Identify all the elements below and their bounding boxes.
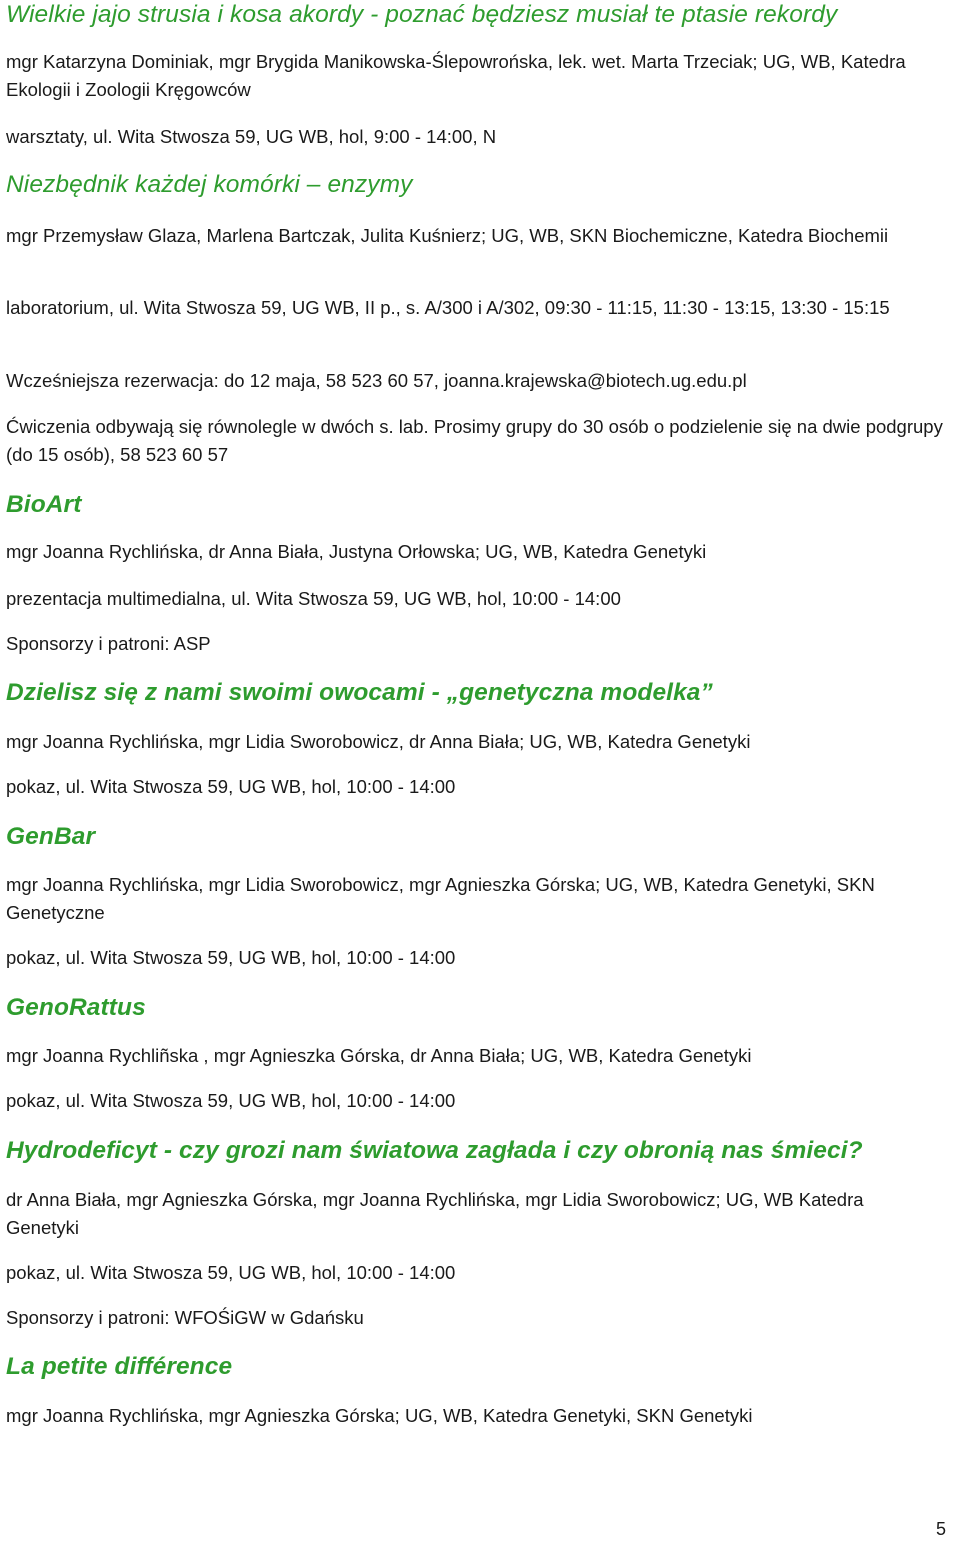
section-authors: mgr Joanna Rychlińska, mgr Lidia Sworobowicz, mgr Agnieszka Górska; UG, WB, Katedra Genetyki, SKN Genetyczne [6,874,875,923]
section-authors: mgr Joanna Rychlińska, mgr Agnieszka Górska; UG, WB, Katedra Genetyki, SKN Genetyki [6,1405,753,1426]
section-title: GenBar [6,823,96,850]
section-title: Niezbędnik każdej komórki – enzymy [6,171,413,198]
section-authors: mgr Joanna Rychlińska, dr Anna Biała, Justyna Orłowska; UG, WB, Katedra Genetyki [6,541,707,562]
section-authors: mgr Przemysław Glaza, Marlena Bartczak, Julita Kuśnierz; UG, WB, SKN Biochemiczne, Katedra Biochemii [6,225,889,246]
section-authors: mgr Katarzyna Dominiak, mgr Brygida Manikowska-Ślepowrońska, lek. wet. Marta Trzeciak; UG, WB, Katedra Ekologii i Zoologii Kręgowców [6,51,906,100]
section-location: pokaz, ul. Wita Stwosza 59, UG WB, hol, 10:00 - 14:00 [6,1262,456,1283]
section-sponsors: Sponsorzy i patroni: ASP [6,633,211,654]
section-title: Hydrodeficyt - czy grozi nam światowa zagłada i czy obronią nas śmieci? [6,1137,863,1164]
section-title: Wielkie jajo strusia i kosa akordy - poznać będziesz musiał te ptasie rekordy [6,1,838,28]
section-reservation: Wcześniejsza rezerwacja: do 12 maja, 58 523 60 57, joanna.krajewska@biotech.ug.edu.pl [6,370,747,391]
section-location: pokaz, ul. Wita Stwosza 59, UG WB, hol, 10:00 - 14:00 [6,776,456,797]
section-authors: mgr Joanna Rychlińska, mgr Lidia Sworobowicz, dr Anna Biała; UG, WB, Katedra Genetyki [6,731,751,752]
section-location: prezentacja multimedialna, ul. Wita Stwosza 59, UG WB, hol, 10:00 - 14:00 [6,588,621,609]
section-location: laboratorium, ul. Wita Stwosza 59, UG WB, II p., s. A/300 i A/302, 09:30 - 11:15, 11:30 - 13:15, 13:30 - 15:15 [6,297,890,318]
section-location: warsztaty, ul. Wita Stwosza 59, UG WB, hol, 9:00 - 14:00, N [6,126,497,147]
section-note: Ćwiczenia odbywają się równolegle w dwóch s. lab. Prosimy grupy do 30 osób o podzielenie się na dwie podgrupy (do 15 osób), 58 523 60 57 [6,416,943,465]
section-authors: mgr Joanna Rychliñska , mgr Agnieszka Górska, dr Anna Biała; UG, WB, Katedra Genetyki [6,1045,752,1066]
page-number: 5 [935,1519,946,1539]
section-title: Dzielisz się z nami swoimi owocami - „genetyczna modelka” [6,679,713,706]
section-authors: dr Anna Biała, mgr Agnieszka Górska, mgr Joanna Rychlińska, mgr Lidia Sworobowicz; UG, WB Katedra Genetyki [6,1189,864,1238]
section-title: GenoRattus [6,994,146,1021]
section-title: BioArt [6,491,82,518]
section-location: pokaz, ul. Wita Stwosza 59, UG WB, hol, 10:00 - 14:00 [6,1090,456,1111]
section-title: La petite différence [6,1353,233,1380]
section-location: pokaz, ul. Wita Stwosza 59, UG WB, hol, 10:00 - 14:00 [6,947,456,968]
section-sponsors: Sponsorzy i patroni: WFOŚiGW w Gdańsku [6,1307,364,1328]
